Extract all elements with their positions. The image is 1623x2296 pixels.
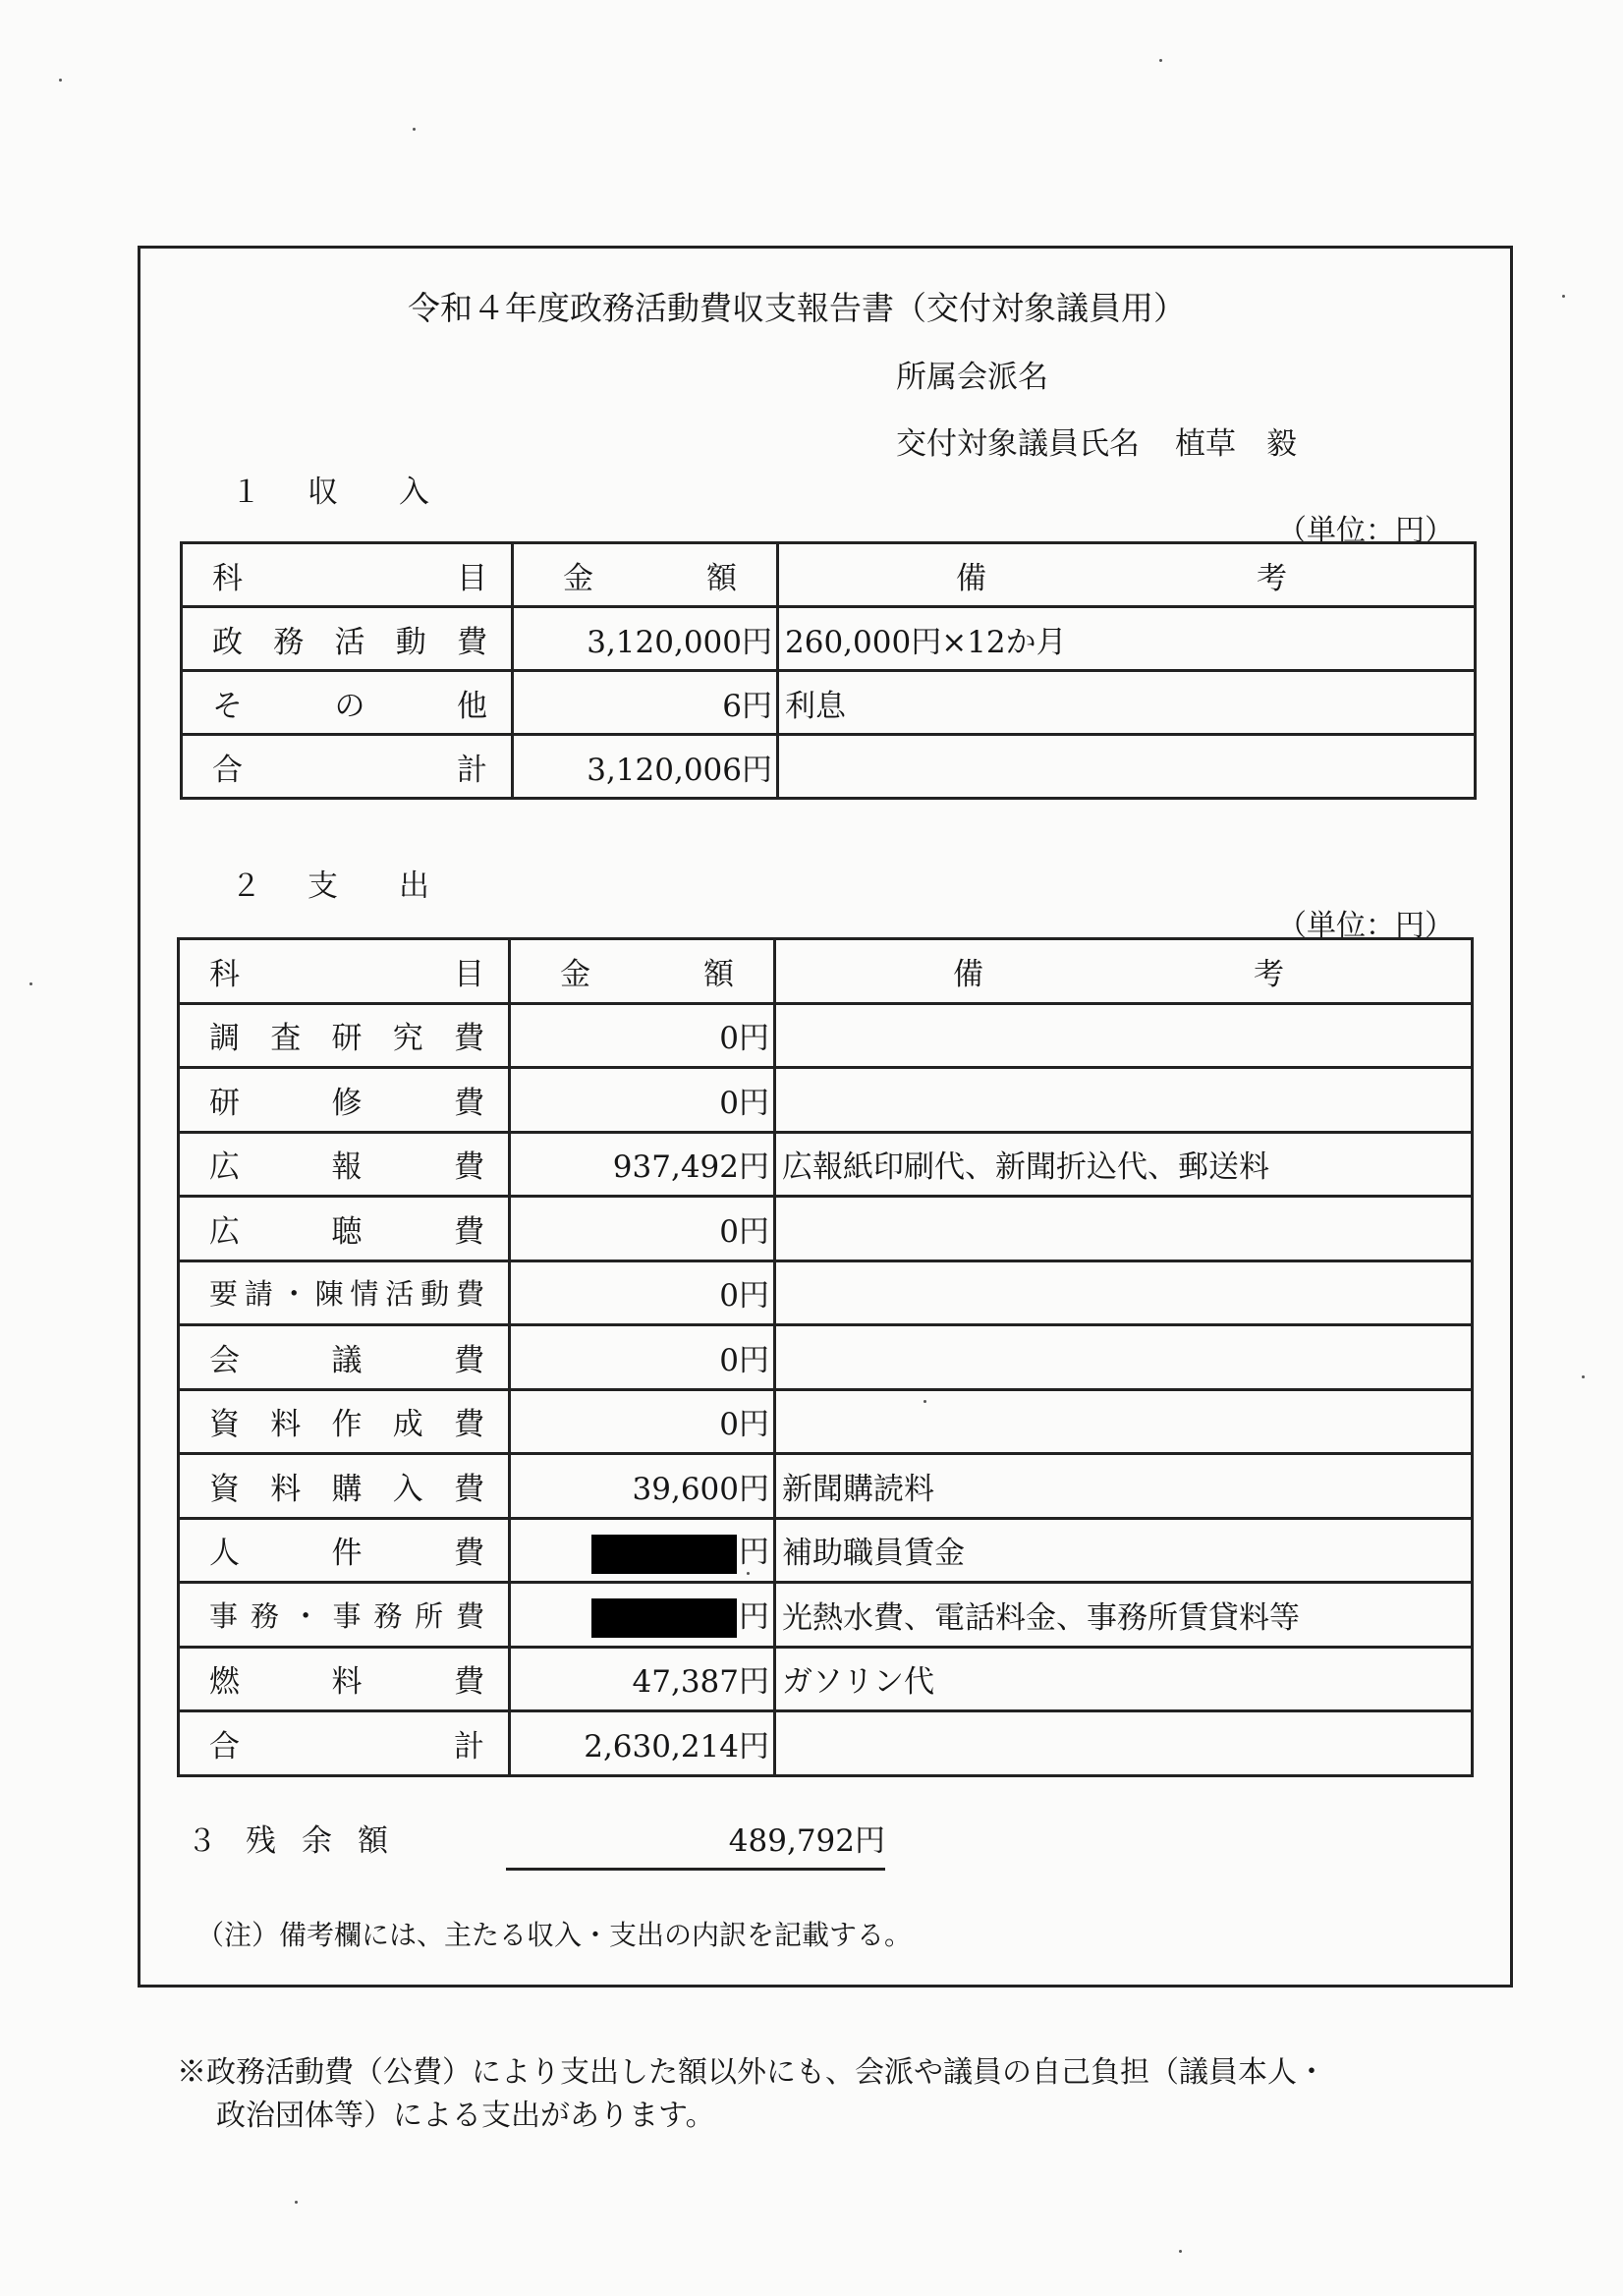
member-label: 交付対象議員氏名 xyxy=(896,426,1140,462)
expense-section-heading xyxy=(231,861,429,905)
row-subject: 人件費 xyxy=(179,1518,510,1583)
header-amount: 金額 xyxy=(510,939,775,1004)
row-subject: 研修費 xyxy=(179,1068,510,1133)
member-name: 植草 毅 xyxy=(1175,426,1297,462)
scan-speck xyxy=(29,982,32,985)
row-remarks xyxy=(775,1068,1473,1133)
row-remarks: 260,000円×12か月 xyxy=(778,607,1476,671)
footnote-line-2: 政治団体等）による支出があります。 xyxy=(216,2099,715,2133)
table-row xyxy=(179,1068,1473,1133)
expense-unit-label: （単位：円） xyxy=(1277,909,1454,943)
income-unit-label: （単位：円） xyxy=(1277,514,1454,548)
row-amount: 0円 xyxy=(510,1325,775,1390)
row-amount: 6円 xyxy=(513,671,778,735)
row-subject: 資料作成費 xyxy=(179,1389,510,1454)
expense-section-title: 支 出 xyxy=(308,868,429,904)
header-amount: 金額 xyxy=(513,543,778,607)
table-row xyxy=(179,1260,1473,1325)
row-amount: 0円 xyxy=(510,1068,775,1133)
income-section-title: 収 入 xyxy=(308,475,429,510)
scan-speck xyxy=(1562,295,1565,298)
table-row xyxy=(179,1389,1473,1454)
table-row xyxy=(179,1711,1473,1776)
row-remarks xyxy=(775,1711,1473,1776)
member-line xyxy=(896,419,1297,463)
scan-speck xyxy=(1582,1375,1585,1378)
balance-line xyxy=(187,1816,414,1860)
row-amount: 2,630,214円 xyxy=(510,1711,775,1776)
row-amount: 0円 xyxy=(510,1260,775,1325)
header-subject: 科目 xyxy=(179,939,510,1004)
expense-table xyxy=(177,937,1474,1777)
table-row xyxy=(179,1197,1473,1261)
footnote xyxy=(177,2051,1493,2138)
amount-unit: 円 xyxy=(739,1535,769,1570)
income-section-number: １ xyxy=(231,475,261,510)
row-subject: その他 xyxy=(182,671,513,735)
redaction-block xyxy=(591,1535,737,1574)
row-remarks: ガソリン代 xyxy=(775,1647,1473,1711)
redaction-block xyxy=(591,1598,737,1638)
row-remarks: 利息 xyxy=(778,671,1476,735)
table-row xyxy=(179,1325,1473,1390)
row-remarks xyxy=(775,1003,1473,1068)
row-amount: 3,120,006円 xyxy=(513,735,778,799)
row-subject: 合計 xyxy=(179,1711,510,1776)
balance-amount: 489,792円 xyxy=(506,1816,885,1871)
table-row xyxy=(179,1583,1473,1648)
scan-speck xyxy=(923,1400,926,1403)
amount-unit: 円 xyxy=(739,1598,769,1635)
expense-header-row xyxy=(179,939,1473,1004)
row-subject: 広聴費 xyxy=(179,1197,510,1261)
header-subject: 科目 xyxy=(182,543,513,607)
footnote-line-1: ※政務活動費（公費）により支出した額以外にも、会派や議員の自己負担（議員本人・ xyxy=(177,2055,1326,2090)
row-subject: 政務活動費 xyxy=(182,607,513,671)
row-remarks xyxy=(775,1260,1473,1325)
expense-section-number: ２ xyxy=(231,868,261,904)
scan-speck xyxy=(295,2201,298,2204)
row-remarks xyxy=(775,1389,1473,1454)
row-subject: 資料購入費 xyxy=(179,1454,510,1519)
row-amount-redacted xyxy=(510,1518,775,1583)
row-amount: 0円 xyxy=(510,1003,775,1068)
scan-speck xyxy=(413,128,416,131)
table-row xyxy=(179,1132,1473,1197)
row-remarks: 補助職員賃金 xyxy=(775,1518,1473,1583)
income-section-heading xyxy=(231,467,429,511)
row-subject: 会議費 xyxy=(179,1325,510,1390)
row-remarks xyxy=(778,735,1476,799)
row-amount: 0円 xyxy=(510,1197,775,1261)
table-row xyxy=(179,1003,1473,1068)
scan-speck xyxy=(1159,59,1162,62)
row-amount: 3,120,000円 xyxy=(513,607,778,671)
row-remarks: 新聞購読料 xyxy=(775,1454,1473,1519)
row-remarks: 広報紙印刷代、新聞折込代、郵送料 xyxy=(775,1132,1473,1197)
balance-section-number: ３ xyxy=(187,1823,217,1859)
row-subject: 要請・陳情活動費 xyxy=(179,1260,510,1325)
balance-label: 残余額 xyxy=(246,1823,414,1859)
row-amount: 937,492円 xyxy=(510,1132,775,1197)
table-row xyxy=(179,1454,1473,1519)
row-subject: 合計 xyxy=(182,735,513,799)
faction-label: 所属会派名 xyxy=(896,360,1048,395)
row-remarks xyxy=(775,1325,1473,1390)
row-remarks xyxy=(775,1197,1473,1261)
table-row xyxy=(179,1518,1473,1583)
row-amount: 47,387円 xyxy=(510,1647,775,1711)
row-subject: 燃料費 xyxy=(179,1647,510,1711)
table-row xyxy=(179,1647,1473,1711)
scan-speck xyxy=(747,1572,750,1575)
document-title: 令和４年度政務活動費収支報告書（交付対象議員用） xyxy=(408,289,1186,327)
scan-speck xyxy=(59,79,62,82)
note-text: （注）備考欄には、主たる収入・支出の内訳を記載する。 xyxy=(196,1919,913,1951)
row-subject: 調査研究費 xyxy=(179,1003,510,1068)
header-remarks: 備考 xyxy=(778,543,1476,607)
row-amount-redacted xyxy=(510,1583,775,1648)
scan-speck xyxy=(1179,2250,1182,2253)
row-remarks: 光熱水費、電話料金、事務所賃貸料等 xyxy=(775,1583,1473,1648)
row-subject: 広報費 xyxy=(179,1132,510,1197)
row-amount: 39,600円 xyxy=(510,1454,775,1519)
table-row xyxy=(182,671,1476,735)
table-row xyxy=(182,735,1476,799)
row-amount: 0円 xyxy=(510,1389,775,1454)
income-table xyxy=(180,541,1477,800)
row-subject: 事務・事務所費 xyxy=(179,1583,510,1648)
income-header-row xyxy=(182,543,1476,607)
table-row xyxy=(182,607,1476,671)
header-remarks: 備考 xyxy=(775,939,1473,1004)
